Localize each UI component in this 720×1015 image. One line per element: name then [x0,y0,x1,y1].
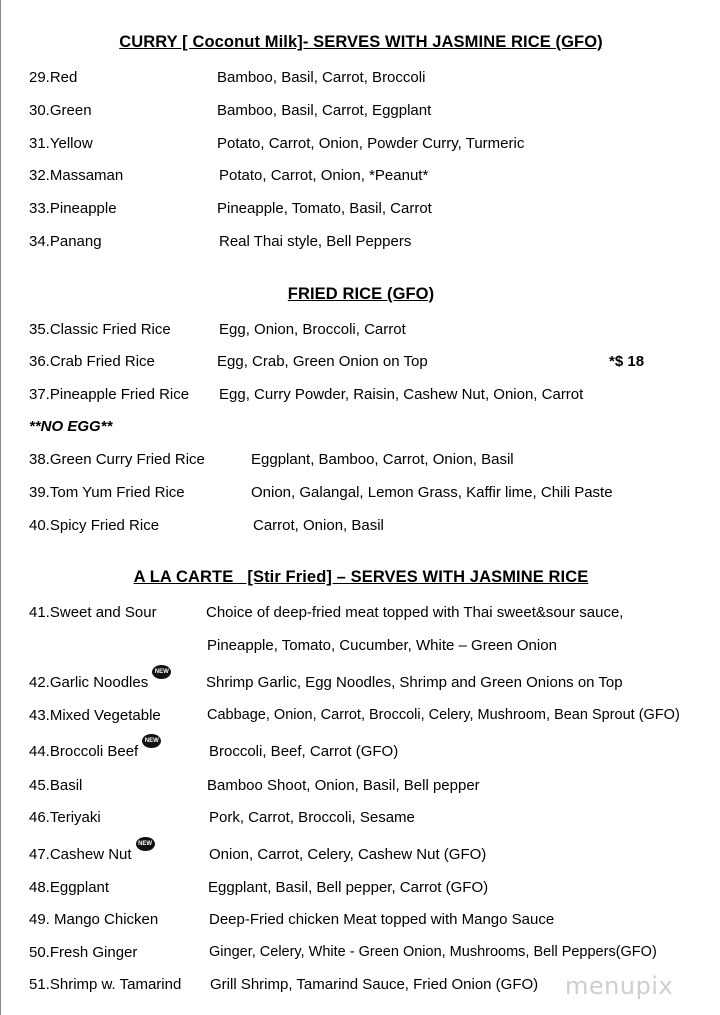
item-description: Cabbage, Onion, Carrot, Broccoli, Celery, Mushroom, Bean Sprout (GFO) [207,707,680,723]
item-description: Potato, Carrot, Onion, *Peanut* [219,167,429,184]
item-description: Broccoli, Beef, Carrot (GFO) [209,743,399,760]
menu-item-49 [1,911,720,933]
menu-item-44 [1,738,720,765]
item-description: Carrot, Onion, Basil [253,517,384,534]
item-description: Potato, Carrot, Onion, Powder Curry, Turmeric [217,135,525,152]
item-description: Shrimp Garlic, Egg Noodles, Shrimp and Green Onions on Top [206,674,623,691]
curry-heading: CURRY [ Coconut Milk]- SERVES WITH JASMINE RICE (GFO) [119,33,603,51]
no-egg-note: **NO EGG** [29,418,113,435]
menu-item-41 [1,604,720,626]
menu-item-45 [1,777,720,799]
item-name: 38.Green Curry Fried Rice [29,451,205,468]
item-name: 39.Tom Yum Fried Rice [29,484,185,501]
item-name: 51.Shrimp w. Tamarind [29,976,182,993]
item-name-text: 44.Broccoli Beef [29,743,139,760]
item-name: 37.Pineapple Fried Rice [29,386,190,403]
menu-item-36 [1,353,720,375]
item-description: Egg, Crab, Green Onion on Top [217,353,428,370]
new-badge-icon: NEW [136,837,155,851]
menu-item-48 [1,879,720,901]
item-name: 32.Massaman [29,167,124,184]
item-name: 45.Basil [29,777,83,794]
menu-item-47 [1,841,720,868]
menu-item-32 [1,167,720,189]
a-la-carte-heading: A LA CARTE [Stir Fried] – SERVES WITH JASMINE RICE [133,568,589,586]
item-price: *$ 18 [609,353,645,370]
item-description: Pineapple, Tomato, Basil, Carrot [217,200,432,217]
menupix-watermark: menupix [565,972,674,1000]
item-name: 31.Yellow [29,135,93,152]
item-description: Grill Shrimp, Tamarind Sauce, Fried Onion (GFO) [210,976,539,993]
item-name: 48.Eggplant [29,879,110,896]
new-badge-icon: NEW [152,665,171,679]
item-name [29,669,171,691]
menu-item-50 [1,944,720,966]
item-name: 30.Green [29,102,92,119]
item-name [29,841,155,863]
menu-item-29 [1,69,720,91]
item-name: 36.Crab Fried Rice [29,353,155,370]
menu-item-38 [1,451,720,473]
item-name: 46.Teriyaki [29,809,101,826]
menu-item-33 [1,200,720,222]
item-name: 50.Fresh Ginger [29,944,138,961]
menu-item-34 [1,233,720,255]
item-description: Pork, Carrot, Broccoli, Sesame [209,809,415,826]
item-name: 43.Mixed Vegetable [29,707,161,724]
item-description: Egg, Onion, Broccoli, Carrot [219,321,406,338]
menu-item-46 [1,809,720,831]
item-name: 40.Spicy Fried Rice [29,517,160,534]
item-name [29,738,161,760]
item-description-line2: Pineapple, Tomato, Cucumber, White – Green Onion [207,637,557,654]
item-name: 29.Red [29,69,78,86]
new-badge-icon: NEW [142,734,161,748]
item-description: Bamboo, Basil, Carrot, Broccoli [217,69,426,86]
menu-item-40 [1,517,720,539]
item-description: Real Thai style, Bell Peppers [219,233,412,250]
menu-item-30 [1,102,720,124]
item-name: 49. Mango Chicken [29,911,159,928]
menu-item-35 [1,321,720,343]
item-description: Eggplant, Bamboo, Carrot, Onion, Basil [251,451,514,468]
item-description: Choice of deep-fried meat topped with Thai sweet&sour sauce, [206,604,624,621]
item-description: Onion, Galangal, Lemon Grass, Kaffir lime, Chili Paste [251,484,613,501]
item-name: 35.Classic Fried Rice [29,321,171,338]
item-description: Onion, Carrot, Celery, Cashew Nut (GFO) [209,846,487,863]
item-description: Eggplant, Basil, Bell pepper, Carrot (GFO) [208,879,489,896]
item-name-text: 42.Garlic Noodles [29,674,149,691]
item-description: Bamboo Shoot, Onion, Basil, Bell pepper [207,777,480,794]
item-name-text: 47.Cashew Nut [29,846,132,863]
menu-item-43 [1,707,720,729]
item-description: Ginger, Celery, White - Green Onion, Mushrooms, Bell Peppers(GFO) [209,944,657,960]
menu-item-37 [1,386,720,408]
menu-item-42 [1,669,720,696]
item-name: 34.Panang [29,233,102,250]
menu-item-39 [1,484,720,506]
menu-item-41-continued [1,637,720,659]
menu-item-31 [1,135,720,157]
item-description: Egg, Curry Powder, Raisin, Cashew Nut, Onion, Carrot [219,386,584,403]
item-description: Bamboo, Basil, Carrot, Eggplant [217,102,432,119]
item-description: Deep-Fried chicken Meat topped with Mango Sauce [209,911,555,928]
item-name: 41.Sweet and Sour [29,604,157,621]
item-name: 33.Pineapple [29,200,117,217]
fried-rice-heading: FRIED RICE (GFO) [287,285,435,303]
